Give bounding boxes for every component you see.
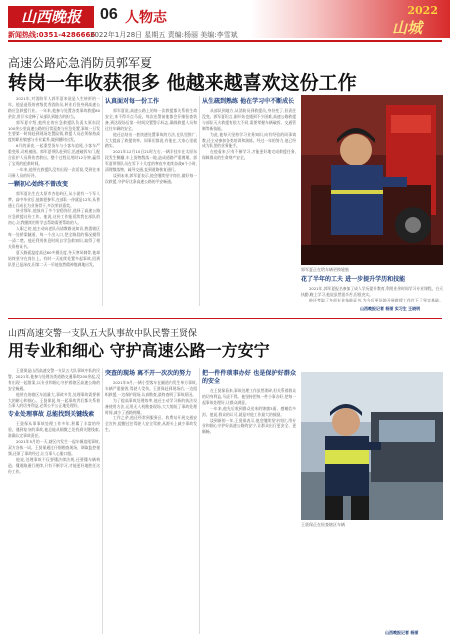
article2-photo-caption: 王贤保正在检查辖区车辆 bbox=[301, 522, 345, 527]
paragraph: 从部队到地方,从消防员到救援员,身份变了,但责任没变。郭军夏坦言,刚开始也遇到不少困难,高速公路救援与部队灭火救援有很大不同,需要掌握车辆破拆、交通管制等新技能。 bbox=[202, 108, 296, 131]
paragraph: 王贤保是山西高速交警一支队五大队事故中队的民警。2021年,他参与处理各类道路交通事故200余起,没有出现一起错案,以专业和细心守护着辖区高速公路的安全畅通。 bbox=[8, 368, 100, 391]
article1-title: 转岗一年收获很多 他越来越喜欢这份工作 bbox=[8, 72, 357, 94]
newspaper-logo: 山西晚报 bbox=[8, 6, 94, 28]
article2-byline: 山西晚报记者 杨丽 bbox=[385, 630, 419, 635]
dateline: 2022年1月28日 星期五 责编:杨丽 美编:李雪斌 bbox=[90, 31, 238, 39]
article2-subtitle: 山西高速交警一支队五大队事故中队民警王贤保 bbox=[8, 329, 198, 339]
decoration-tag: 山城 bbox=[391, 19, 422, 37]
article2-photo bbox=[301, 372, 443, 520]
paragraph: 他说,处理事故不仅要懂法律法规,还要懂车辆构造、懂道路通行规律,只有不断学习,才能更好地胜任这份工作。 bbox=[8, 456, 100, 474]
paragraph: 一年来,他所在救援队没有出现一次延误,受到往来司乘人员的好评。 bbox=[8, 166, 100, 178]
section-title: 人物志 bbox=[125, 10, 167, 26]
article2-column-1 bbox=[8, 368, 100, 634]
article1-subhead-1: 一颗初心始终不曾改变 bbox=[8, 180, 69, 188]
paragraph: 在王贤保看来,事故处理工作虽然琐碎,但关系着群众的切身利益,马虎不得。他坚持把每一件小事办好,把每一起事故处理好,让群众满意。 bbox=[202, 388, 296, 405]
paragraph: 郭军夏出生在太原市杏花岭区,从小就有一个军人梦。高中毕业后,他如愿参军,在部队一待就是12年,从普通士兵成长为业务骨干,多次荣获嘉奖。 bbox=[8, 190, 100, 208]
paragraph: 他还考取了多项专业技能证书,为今后更好地开展救援工作打下了坚实基础。 bbox=[309, 297, 443, 302]
paragraph: 在他看来,只有不断学习,才能更好地完成救援任务,保障群众的生命财产安全。 bbox=[202, 149, 296, 161]
article2-subhead-2: 突查的现场 离不开一次次的努力 bbox=[105, 370, 192, 377]
paragraph: 他还总结出一套快速处置事故的方法,在队里推广,大大提高了救援效率。同事们都说,有他在,大家心里就踏实。 bbox=[105, 131, 197, 149]
paragraph: 2021年9月,一辆小型客车在隧道内发生单方事故,车辆严重损毁,驾驶人受伤。王贤保赶到现场后,一边组织救援,一边保护现场,认真勘查,最终查明了事故原因。 bbox=[105, 380, 197, 397]
header-rule bbox=[8, 40, 442, 42]
article1-column-3 bbox=[202, 96, 296, 306]
paragraph: 郭军夏说,高速公路上的每一次救援都关系着生命安全,来不得半点马虎。每次出警前他都会仔细检查装备,到达现场后第一时间设置警示标志,确保救援人员和过往车辆的安全。 bbox=[105, 108, 197, 131]
article1-photo-caption: 郭军夏正在给车辆更换轮胎 bbox=[301, 267, 349, 272]
paragraph: 谈到新的一年,王贤保表示,他会继续坚守岗位,用专业和细心守护好高速公路的安宁,让群众出行更安全、更顺畅。 bbox=[202, 417, 296, 435]
article1-subhead-3: 从生疏到熟练 他在学习中不断成长 bbox=[202, 98, 295, 105]
paragraph: 为了提高事故处理效率,他还主动学习新的执法设备使用方法,运用无人机勘查现场,大大缩短了事故处理时间,减少了道路拥堵。 bbox=[105, 397, 197, 415]
paragraph: 王贤保从事事故处理工作多年,积累了丰富的经验。遇到复杂的事故,他总能从细微之处找到关键线索,准确认定事故责任。 bbox=[8, 421, 100, 439]
article1-subhead-4: 花了半年的工夫 进一步提升学历和技能 bbox=[301, 276, 406, 283]
header-decoration bbox=[250, 0, 450, 38]
paragraph: 夏天路面温度高达60多摄氏度,冬天寒风刺骨,他却始终坚守在岗位上。有时一天连续处置多起事故,回到队里已是深夜,但第二天一早他依然精神饱满地出发。 bbox=[8, 249, 100, 267]
article2-subhead-3: 把一件件琐事办好 也是保护好群众的安全 bbox=[202, 370, 296, 385]
article1-column-1 bbox=[8, 96, 100, 306]
paragraph: 一年来,他先后收到群众送来的锦旗3面、感谢信多封。他说,群众的认可,就是对他工作最大的鼓励。 bbox=[202, 405, 296, 417]
article2-column-2 bbox=[105, 368, 197, 634]
paragraph: 2021年,郭军夏报名参加了成人学历提升教育,利用业余时间学习专业课程。白天执勤,晚上学习,他说虽然很辛苦,但很充实。 bbox=[301, 286, 443, 297]
paragraph: 谈到未来,郭军夏表示,他会继续坚守岗位,做好每一次救援,守护好这条高速公路的平安畅通。 bbox=[105, 172, 197, 184]
paragraph: 2021年,对消防军人郭军夏来说是人生转折的一年。他是退役的省级优秀消防员,转业后投身到高速公路应急救援行业。一年来,他参与处置各类事故救援80余次,用汗水诠释了从部队到地方的担当。 bbox=[8, 96, 100, 119]
firefighter-photo-image bbox=[301, 95, 443, 265]
article1-subtitle: 高速公路応急消防员郭军夏 bbox=[8, 56, 153, 70]
column-divider bbox=[102, 96, 103, 306]
article1-subhead-2: 认真面对每一份工作 bbox=[105, 98, 160, 105]
paragraph: 2021年5月的一天,辖区内发生一起车辆追尾事故,双方各执一词。王贤保通过仔细勘查现场、调取监控视频,还原了事故经过,让当事人心服口服。 bbox=[8, 439, 100, 456]
article2-column-3 bbox=[202, 368, 296, 634]
paragraph: 他所在的辖区车流量大,事故多发,处理事故需要极大的耐心和细心。王贤保说,每一起事故背后都关系着当事人的切身利益,必须公平公正地处理好。 bbox=[8, 391, 100, 409]
article-separator bbox=[8, 318, 442, 319]
paragraph: 郭军夏介绍,他所在的应急救援队负责太原东段100余公里高速公路的日常巡查与应急处置,事故一旦发生要第一时间赶到现场处置险情,救援人员必须保持高度的职业敏感与专业素养,做到随时出发。 bbox=[8, 119, 100, 143]
paragraph: 2021年12月10日21时左右,一辆半挂车在太原东段发生侧翻,车上货物散落一地,造成道路严重拥堵。郭军夏带领队员在零下十几度的寒夜中连续奋战6个小时,清理散落物、疏导交通,直到道路恢复通行。 bbox=[105, 149, 197, 173]
news-hotline: 新闻热线:0351-4286666 bbox=[8, 31, 96, 39]
column-divider bbox=[199, 368, 200, 634]
paragraph: 入职之初,他主动向老队员请教路况知识,熟悉辖区每一处桥梁隧道、每一个出入口,把全路段的情况摸得一清二楚。他还利用休息时间自学急救知识,取得了相关资格证书。 bbox=[8, 226, 100, 249]
paragraph: 工作之余,他还经常到服务区、收费站开展交通安全宣传,提醒过往驾驶人安全驾驶,从源头上减少事故发生。 bbox=[105, 415, 197, 433]
column-divider bbox=[199, 96, 200, 306]
article1-column-2 bbox=[105, 96, 197, 306]
article1-byline: 山西晚报记者 杨丽 实习生 王晓明 bbox=[360, 306, 421, 311]
article2-subhead-1: 专业处理事故 总能找到关键线索 bbox=[8, 411, 95, 419]
paragraph: 为此,他每天坚持学习业务知识,向有经验的同事请教,还主动参加各类培训和演练。经过一年的努力,他已经成为队里的业务能手。 bbox=[202, 131, 296, 149]
decoration-year: 2022 bbox=[407, 4, 438, 17]
police-officer-photo-image bbox=[301, 372, 443, 520]
page-number: 06 bbox=[100, 6, 118, 23]
article1-column-4 bbox=[301, 274, 443, 302]
article1-photo bbox=[301, 95, 443, 265]
paragraph: 转业那年,他放弃了多个安稳岗位,选择了高速公路应急救援这份工作。他说,这份工作能延续我在部队的初心,让我继续用所学去帮助需要帮助的人。 bbox=[8, 208, 100, 226]
article2-title: 用专业和细心 守护高速公路一方安宁 bbox=[8, 341, 270, 360]
column-divider bbox=[102, 368, 103, 634]
masthead bbox=[0, 0, 450, 40]
paragraph: 6月的深夜,一起重型货车与小客车追尾,小客车严重变形,司机被困。郭军夏带队赶到后,迅速破拆车门,配合医护人员将伤者救出。整个过程仅用时12分钟,赢得了宝贵的抢救时间。 bbox=[8, 143, 100, 166]
